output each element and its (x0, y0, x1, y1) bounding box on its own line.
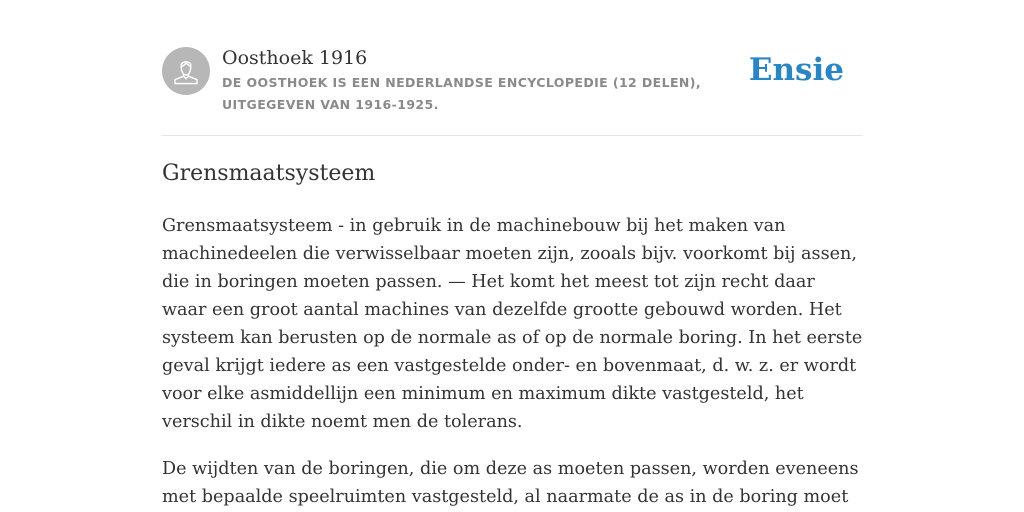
source-header (162, 45, 862, 125)
article-paragraph: Grensmaatsysteem - in gebruik in de machinebouw bij het maken van machinedeelen die verwisselbaar moeten zijn, zooals bijv. voorkomt bij assen, die in boringen moeten passen. — Het komt het meest tot zijn recht daar waar een groot aantal machines van dezelfde grootte gebouwd worden. Het systeem kan berusten op de normale as of op de normale boring. In het eerste geval krijgt iedere as een vastgestelde onder- en bovenmaat, d. w. z. er wordt voor elke asmiddellijn een minimum en maximum dikte vastgesteld, het verschil in dikte noemt men de tolerans. (162, 216, 863, 432)
source-title[interactable]: Oosthoek 1916 (222, 47, 368, 69)
source-avatar[interactable] (162, 47, 210, 95)
article-title: Grensmaatsysteem (162, 161, 376, 186)
user-silhouette-icon (162, 47, 210, 95)
ensie-logo[interactable]: Ensie (748, 52, 844, 88)
source-description: DE OOSTHOEK IS EEN NEDERLANDSE ENCYCLOPEDIE (12 DELEN), UITGEGEVEN VAN 1916-1925. (222, 75, 702, 112)
article-body (162, 212, 864, 512)
article-paragraph: De wijdten van de boringen, die om deze as moeten passen, worden eveneens met bepaalde speelruimten vastgesteld, al naarmate de as in de boring moet (162, 459, 859, 507)
header-divider (162, 135, 862, 136)
